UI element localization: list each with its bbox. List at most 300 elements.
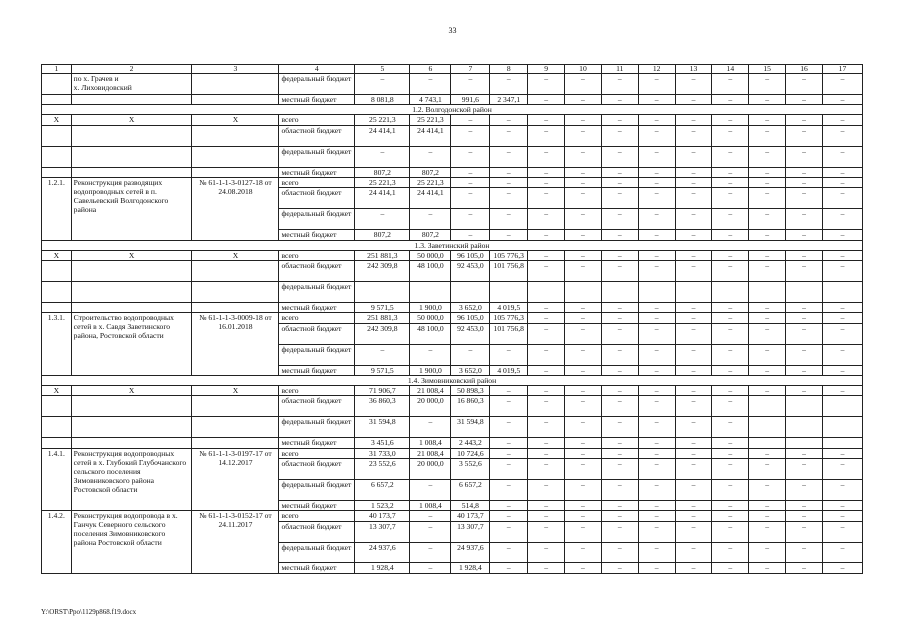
value-cell: –	[786, 385, 823, 395]
value-cell: –	[712, 115, 749, 125]
object-name-cell	[71, 396, 192, 417]
value-cell: –	[565, 302, 602, 312]
value-cell: –	[490, 438, 528, 448]
value-cell: –	[565, 115, 602, 125]
value-cell: –	[822, 250, 862, 260]
value-cell: –	[786, 542, 823, 563]
table-row	[42, 146, 863, 167]
value-cell: –	[712, 250, 749, 260]
funding-source-cell: областной бюджет	[279, 125, 355, 146]
value-cell: –	[528, 479, 565, 500]
value-cell: 25 221,3	[410, 115, 451, 125]
value-cell: –	[749, 511, 786, 521]
funding-source-cell: местный бюджет	[279, 302, 355, 312]
value-cell	[638, 281, 675, 302]
value-cell: 8 081,8	[355, 94, 410, 104]
value-cell: –	[410, 209, 451, 230]
value-cell	[822, 396, 862, 417]
value-cell: –	[786, 344, 823, 365]
value-cell: 2 347,1	[490, 94, 528, 104]
document-number-cell: X	[192, 115, 279, 125]
row-number-cell	[42, 74, 72, 95]
document-number-cell	[192, 281, 279, 302]
value-cell: –	[451, 146, 490, 167]
value-cell: –	[638, 115, 675, 125]
value-cell: –	[675, 177, 712, 187]
value-cell: –	[822, 479, 862, 500]
value-cell: –	[749, 563, 786, 573]
value-cell: 991,6	[451, 94, 490, 104]
value-cell	[490, 281, 528, 302]
value-cell: –	[638, 438, 675, 448]
value-cell: –	[675, 313, 712, 323]
value-cell: –	[786, 448, 823, 458]
value-cell: 514,8	[451, 500, 490, 510]
table-row	[42, 448, 863, 458]
header-cell: 15	[749, 65, 786, 74]
value-cell: 1 928,4	[355, 563, 410, 573]
table-row	[42, 396, 863, 417]
value-cell: –	[786, 261, 823, 282]
value-cell: –	[712, 542, 749, 563]
value-cell: –	[451, 167, 490, 177]
value-cell: –	[638, 500, 675, 510]
value-cell: 4 019,5	[490, 302, 528, 312]
value-cell: –	[786, 459, 823, 480]
value-cell: –	[675, 209, 712, 230]
value-cell: –	[528, 396, 565, 417]
funding-source-cell: областной бюджет	[279, 396, 355, 417]
value-cell: –	[786, 230, 823, 240]
value-cell: –	[528, 230, 565, 240]
object-name-cell: X	[71, 250, 192, 260]
value-cell: –	[749, 188, 786, 209]
value-cell: 4 019,5	[490, 365, 528, 375]
table-row	[42, 385, 863, 395]
header-cell: 8	[490, 65, 528, 74]
value-cell	[565, 281, 602, 302]
value-cell: –	[675, 563, 712, 573]
funding-source-cell: местный бюджет	[279, 438, 355, 448]
object-name-cell	[71, 125, 192, 146]
value-cell: –	[528, 500, 565, 510]
value-cell: –	[601, 94, 638, 104]
document-number-cell: № 61-1-1-3-0152-17 от 24.11.2017	[192, 511, 279, 574]
value-cell: –	[528, 344, 565, 365]
value-cell: –	[675, 396, 712, 417]
value-cell: –	[822, 365, 862, 375]
value-cell: –	[675, 188, 712, 209]
value-cell: –	[675, 323, 712, 344]
value-cell: 1 900,0	[410, 302, 451, 312]
row-number-cell	[42, 396, 72, 417]
value-cell: –	[528, 511, 565, 521]
value-cell: –	[565, 146, 602, 167]
value-cell: 31 733,0	[355, 448, 410, 458]
document-number-cell	[192, 94, 279, 104]
header-cell: 4	[279, 65, 355, 74]
value-cell: –	[822, 209, 862, 230]
object-name-cell: X	[71, 115, 192, 125]
value-cell: –	[565, 500, 602, 510]
object-name-cell: по х. Грачев и х. Лиховидовский	[71, 74, 192, 95]
value-cell: –	[490, 459, 528, 480]
table-row	[42, 281, 863, 302]
value-cell: –	[565, 438, 602, 448]
value-cell: –	[786, 511, 823, 521]
table-row	[42, 313, 863, 323]
value-cell: –	[822, 344, 862, 365]
value-cell: 16 860,3	[451, 396, 490, 417]
value-cell: –	[675, 74, 712, 95]
value-cell	[786, 417, 823, 438]
value-cell: 251 881,3	[355, 313, 410, 323]
value-cell: –	[528, 417, 565, 438]
value-cell: –	[822, 94, 862, 104]
value-cell: 1 928,4	[451, 563, 490, 573]
funding-source-cell: областной бюджет	[279, 323, 355, 344]
value-cell: –	[749, 230, 786, 240]
value-cell: –	[410, 146, 451, 167]
value-cell: –	[822, 230, 862, 240]
value-cell: –	[712, 261, 749, 282]
value-cell: –	[638, 302, 675, 312]
row-number-cell: 1.2.1.	[42, 177, 72, 240]
value-cell: –	[638, 417, 675, 438]
value-cell: –	[601, 396, 638, 417]
value-cell: –	[822, 459, 862, 480]
value-cell: –	[749, 115, 786, 125]
value-cell: 48 100,0	[410, 261, 451, 282]
value-cell: –	[490, 511, 528, 521]
value-cell: –	[490, 563, 528, 573]
table-row	[42, 302, 863, 312]
object-name-cell: Строительство водопроводных сетей в х. Савдя Заветинского района, Ростовской области	[71, 313, 192, 376]
value-cell: –	[451, 209, 490, 230]
value-cell: 2 443,2	[451, 438, 490, 448]
value-cell: –	[712, 209, 749, 230]
value-cell: –	[410, 344, 451, 365]
row-number-cell	[42, 417, 72, 438]
value-cell: –	[528, 521, 565, 542]
section-row	[42, 105, 863, 115]
header-cell: 6	[410, 65, 451, 74]
value-cell: 251 881,3	[355, 250, 410, 260]
value-cell: –	[712, 313, 749, 323]
value-cell: –	[675, 448, 712, 458]
value-cell: 9 571,5	[355, 365, 410, 375]
value-cell: –	[638, 448, 675, 458]
value-cell: –	[638, 74, 675, 95]
value-cell: –	[601, 563, 638, 573]
funding-source-cell: всего	[279, 385, 355, 395]
value-cell	[786, 438, 823, 448]
value-cell: –	[490, 385, 528, 395]
object-name-cell	[71, 94, 192, 104]
value-cell: –	[528, 250, 565, 260]
value-cell: –	[565, 167, 602, 177]
header-cell: 12	[638, 65, 675, 74]
table-row	[42, 115, 863, 125]
object-name-cell: Реконструкция разводящих водопроводных сетей в п. Савельевский Волгодонского района	[71, 177, 192, 240]
table-row	[42, 511, 863, 521]
header-cell: 2	[71, 65, 192, 74]
value-cell: –	[528, 563, 565, 573]
document-number-cell	[192, 167, 279, 177]
funding-source-cell: федеральный бюджет	[279, 344, 355, 365]
value-cell: –	[638, 167, 675, 177]
value-cell: –	[712, 302, 749, 312]
object-name-cell	[71, 167, 192, 177]
value-cell: 105 776,3	[490, 250, 528, 260]
value-cell: 101 756,8	[490, 323, 528, 344]
value-cell: 242 309,8	[355, 261, 410, 282]
value-cell: –	[451, 125, 490, 146]
value-cell: –	[565, 396, 602, 417]
value-cell: –	[528, 125, 565, 146]
row-number-cell: 1.3.1.	[42, 313, 72, 376]
value-cell: –	[638, 396, 675, 417]
header-cell: 17	[822, 65, 862, 74]
document-number-cell: X	[192, 250, 279, 260]
document-number-cell: № 61-1-1-3-0197-17 от 14.12.2017	[192, 448, 279, 511]
value-cell: –	[565, 417, 602, 438]
value-cell: –	[601, 313, 638, 323]
value-cell: –	[749, 500, 786, 510]
value-cell: –	[712, 344, 749, 365]
value-cell: –	[822, 261, 862, 282]
value-cell: –	[601, 74, 638, 95]
value-cell: –	[565, 188, 602, 209]
value-cell: –	[638, 521, 675, 542]
value-cell: –	[410, 563, 451, 573]
value-cell: –	[749, 365, 786, 375]
value-cell: –	[638, 261, 675, 282]
value-cell: 101 756,8	[490, 261, 528, 282]
value-cell: –	[675, 261, 712, 282]
value-cell: –	[638, 209, 675, 230]
value-cell: –	[490, 417, 528, 438]
value-cell: –	[822, 385, 862, 395]
value-cell: 92 453,0	[451, 323, 490, 344]
value-cell: –	[638, 313, 675, 323]
value-cell	[749, 396, 786, 417]
row-number-cell	[42, 146, 72, 167]
value-cell: –	[528, 209, 565, 230]
document-number-cell	[192, 417, 279, 438]
row-number-cell: X	[42, 115, 72, 125]
value-cell: –	[675, 459, 712, 480]
value-cell: –	[565, 542, 602, 563]
value-cell: –	[490, 344, 528, 365]
funding-source-cell: федеральный бюджет	[279, 74, 355, 95]
value-cell: 50 000,0	[410, 313, 451, 323]
value-cell: –	[675, 542, 712, 563]
document-number-cell	[192, 125, 279, 146]
value-cell: –	[822, 511, 862, 521]
value-cell	[822, 438, 862, 448]
document-number-cell	[192, 146, 279, 167]
funding-source-cell: всего	[279, 313, 355, 323]
value-cell: 36 860,3	[355, 396, 410, 417]
object-name-cell: X	[71, 385, 192, 395]
value-cell: –	[528, 385, 565, 395]
object-name-cell: Реконструкция водопроводных сетей в х. Глубокий Глубочанского сельского поселения Зимовниковского района Ростовской области	[71, 448, 192, 511]
funding-source-cell: местный бюджет	[279, 563, 355, 573]
row-number-cell: 1.4.2.	[42, 511, 72, 574]
value-cell: –	[675, 250, 712, 260]
value-cell: 40 173,7	[355, 511, 410, 521]
value-cell: –	[565, 313, 602, 323]
value-cell: –	[565, 323, 602, 344]
value-cell: –	[712, 177, 749, 187]
value-cell: –	[528, 313, 565, 323]
value-cell	[786, 396, 823, 417]
value-cell: –	[786, 521, 823, 542]
value-cell: –	[675, 125, 712, 146]
value-cell: 13 307,7	[451, 521, 490, 542]
value-cell: –	[565, 365, 602, 375]
value-cell: –	[712, 448, 749, 458]
value-cell: 31 594,8	[355, 417, 410, 438]
value-cell: –	[749, 344, 786, 365]
value-cell: –	[638, 188, 675, 209]
value-cell: –	[749, 94, 786, 104]
object-name-cell	[71, 281, 192, 302]
value-cell: 3 552,6	[451, 459, 490, 480]
document-number-cell	[192, 396, 279, 417]
value-cell: –	[675, 511, 712, 521]
value-cell: –	[712, 511, 749, 521]
value-cell: 24 414,1	[410, 188, 451, 209]
value-cell: 807,2	[355, 230, 410, 240]
value-cell: –	[565, 344, 602, 365]
section-title: 1.4. Зимовниковский район	[42, 375, 863, 385]
value-cell: –	[601, 448, 638, 458]
value-cell: 1 523,2	[355, 500, 410, 510]
value-cell	[410, 281, 451, 302]
value-cell: –	[675, 500, 712, 510]
value-cell: –	[675, 385, 712, 395]
funding-source-cell: областной бюджет	[279, 521, 355, 542]
value-cell	[451, 281, 490, 302]
value-cell: –	[601, 417, 638, 438]
value-cell: –	[601, 167, 638, 177]
value-cell: –	[786, 188, 823, 209]
value-cell: –	[601, 459, 638, 480]
value-cell: –	[675, 365, 712, 375]
value-cell: –	[786, 146, 823, 167]
value-cell	[528, 281, 565, 302]
value-cell: –	[822, 177, 862, 187]
row-number-cell: 1.4.1.	[42, 448, 72, 511]
value-cell: –	[601, 521, 638, 542]
value-cell: –	[749, 302, 786, 312]
funding-source-cell: всего	[279, 511, 355, 521]
value-cell: –	[601, 365, 638, 375]
section-title: 1.3. Заветинский район	[42, 240, 863, 250]
value-cell: 9 571,5	[355, 302, 410, 312]
section-title: 1.2. Волгодонской район	[42, 105, 863, 115]
value-cell: –	[490, 188, 528, 209]
value-cell: –	[490, 479, 528, 500]
value-cell: –	[355, 209, 410, 230]
value-cell: –	[822, 146, 862, 167]
value-cell: –	[822, 125, 862, 146]
value-cell: –	[675, 146, 712, 167]
row-number-cell	[42, 261, 72, 282]
value-cell: –	[410, 479, 451, 500]
value-cell: –	[712, 188, 749, 209]
value-cell: 24 414,1	[355, 125, 410, 146]
value-cell: 24 937,6	[355, 542, 410, 563]
value-cell: 24 414,1	[410, 125, 451, 146]
value-cell: –	[749, 250, 786, 260]
value-cell: –	[749, 459, 786, 480]
value-cell: –	[601, 115, 638, 125]
value-cell: –	[749, 323, 786, 344]
value-cell: –	[786, 94, 823, 104]
header-cell: 3	[192, 65, 279, 74]
value-cell: –	[822, 323, 862, 344]
row-number-cell	[42, 302, 72, 312]
header-cell: 16	[786, 65, 823, 74]
object-name-cell	[71, 146, 192, 167]
value-cell: –	[410, 74, 451, 95]
value-cell: –	[601, 438, 638, 448]
value-cell: –	[675, 521, 712, 542]
value-cell	[822, 417, 862, 438]
value-cell: –	[638, 365, 675, 375]
object-name-cell	[71, 302, 192, 312]
document-number-cell: № 61-1-1-3-0127-18 от 24.08.2018	[192, 177, 279, 240]
value-cell: –	[528, 302, 565, 312]
document-number-cell	[192, 302, 279, 312]
value-cell	[749, 417, 786, 438]
value-cell: –	[822, 500, 862, 510]
value-cell: –	[355, 344, 410, 365]
value-cell: –	[528, 438, 565, 448]
value-cell: –	[565, 74, 602, 95]
value-cell: –	[528, 146, 565, 167]
value-cell: –	[712, 459, 749, 480]
value-cell: –	[712, 417, 749, 438]
value-cell: –	[601, 385, 638, 395]
value-cell: –	[638, 344, 675, 365]
value-cell: 807,2	[355, 167, 410, 177]
value-cell: –	[490, 448, 528, 458]
value-cell: –	[786, 365, 823, 375]
value-cell: –	[490, 125, 528, 146]
value-cell: –	[749, 209, 786, 230]
value-cell: 21 008,4	[410, 448, 451, 458]
table-row	[42, 167, 863, 177]
value-cell: –	[786, 250, 823, 260]
value-cell: –	[712, 500, 749, 510]
value-cell: –	[490, 521, 528, 542]
value-cell: –	[675, 479, 712, 500]
funding-source-cell: областной бюджет	[279, 188, 355, 209]
funding-source-cell: всего	[279, 177, 355, 187]
value-cell: –	[638, 459, 675, 480]
value-cell: 807,2	[410, 230, 451, 240]
value-cell: –	[638, 511, 675, 521]
value-cell: –	[675, 167, 712, 177]
value-cell: –	[749, 177, 786, 187]
row-number-cell: X	[42, 250, 72, 260]
object-name-cell	[71, 438, 192, 448]
file-path-footer: Y:\ORST\Ppo\1129p868.f19.docx	[41, 608, 137, 616]
